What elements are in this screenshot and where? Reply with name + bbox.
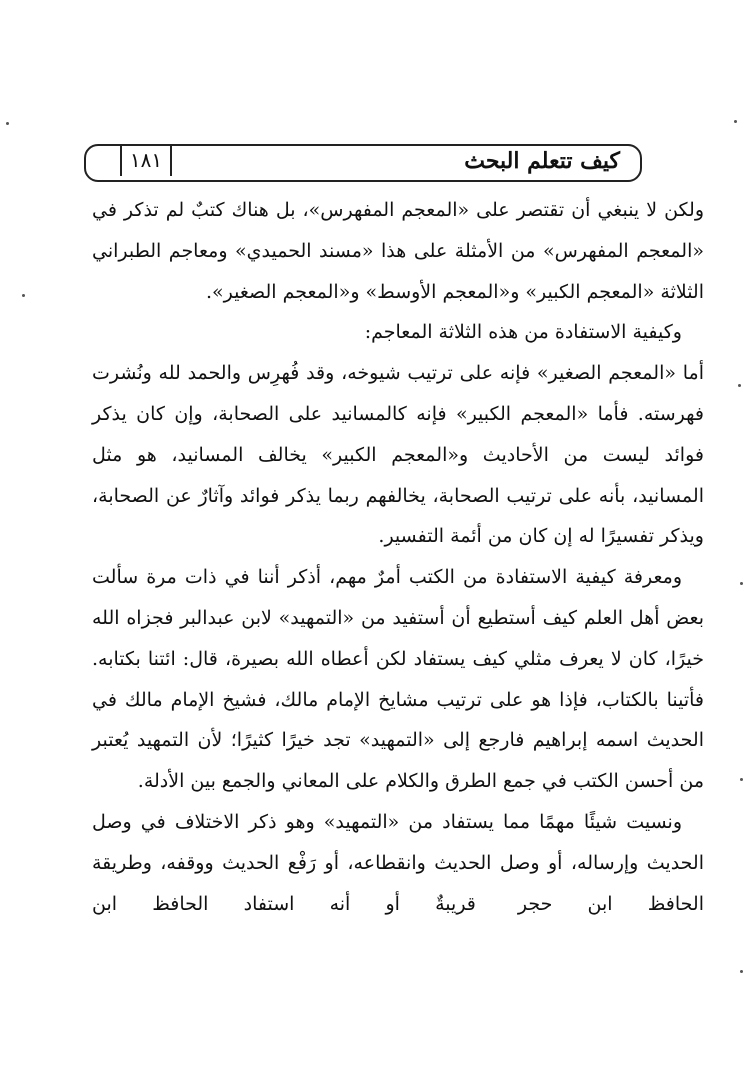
paragraph-5-part-1: ونسيت شيئًا مهمًا مما يستفاد من «التمهيد» وهو ذكر الاختلاف في وصل الحديث وإرساله، أو وصل الحديث وانقطاعه، أو رَفْع الحديث ووقفه، وطريقة الحافظ ابن حجر bbox=[92, 810, 704, 915]
book-title: كيف تتعلم البحث bbox=[464, 148, 620, 174]
page-header bbox=[84, 144, 642, 182]
paragraph-5-part-2: قريبةٌ أو أنه استفاد الحافظ ابن bbox=[92, 892, 476, 915]
body-text bbox=[92, 190, 704, 924]
margin-dot bbox=[740, 970, 743, 973]
paragraph-2: وكيفية الاستفادة من هذه الثلاثة المعاجم: bbox=[364, 321, 682, 344]
paragraph-5 bbox=[92, 802, 704, 924]
paragraph-3: أما «المعجم الصغير» فإنه على ترتيب شيوخه، وقد فُهرِس والحمد لله ونُشرت فهرسته. فأما «المعجم الكبير» فإنه كالمسانيد على الصحابة، وإن كان يذكر فوائد ليست من الأحاديث و«المعجم الكبير» يخالف المسانيد، هو مثل المسانيد، بأنه على ترتيب الصحابة، يخالفهم ربما يذكر فوائد وآثارٌ عن الصحابة، ويذكر تفسيرًا له إن كان من أئمة التفسير. bbox=[92, 362, 704, 548]
margin-dot bbox=[22, 294, 25, 297]
margin-dot bbox=[6, 122, 9, 125]
margin-dot bbox=[740, 582, 743, 585]
paragraph-1: ولكن لا ينبغي أن تقتصر على «المعجم المفهرس»، بل هناك كتبٌ لم تذكر في «المعجم المفهرس» من الأمثلة على هذا «مسند الحميدي» ومعاجم الطبراني الثلاثة «المعجم الكبير» و«المعجم الأوسط» و«المعجم الصغير». bbox=[92, 199, 704, 303]
page-number: ١٨١ bbox=[129, 148, 163, 172]
margin-dot bbox=[734, 120, 737, 123]
margin-dot bbox=[740, 778, 743, 781]
margin-dot bbox=[738, 384, 741, 387]
page-number-box bbox=[120, 146, 172, 176]
paragraph-4: ومعرفة كيفية الاستفادة من الكتب أمرٌ مهم، أذكر أننا في ذات مرة سألت بعض أهل العلم كيف أستطيع أن أستفيد من «التمهيد» لابن عبدالبر فجزاه الله خيرًا، كان لا يعرف مثلي كيف يستفاد لكن أعطاه الله بصيرة، قال: ائتنا بكتابه. فأتينا بالكتاب، فإذا هو على ترتيب مشايخ الإمام مالك، فشيخ الإمام مالك في الحديث اسمه إبراهيم فارجع إلى «التمهيد» تجد خيرًا كثيرًا؛ لأن التمهيد يُعتبر من أحسن الكتب في جمع الطرق والكلام على المعاني والجمع بين الأدلة. bbox=[92, 566, 704, 793]
